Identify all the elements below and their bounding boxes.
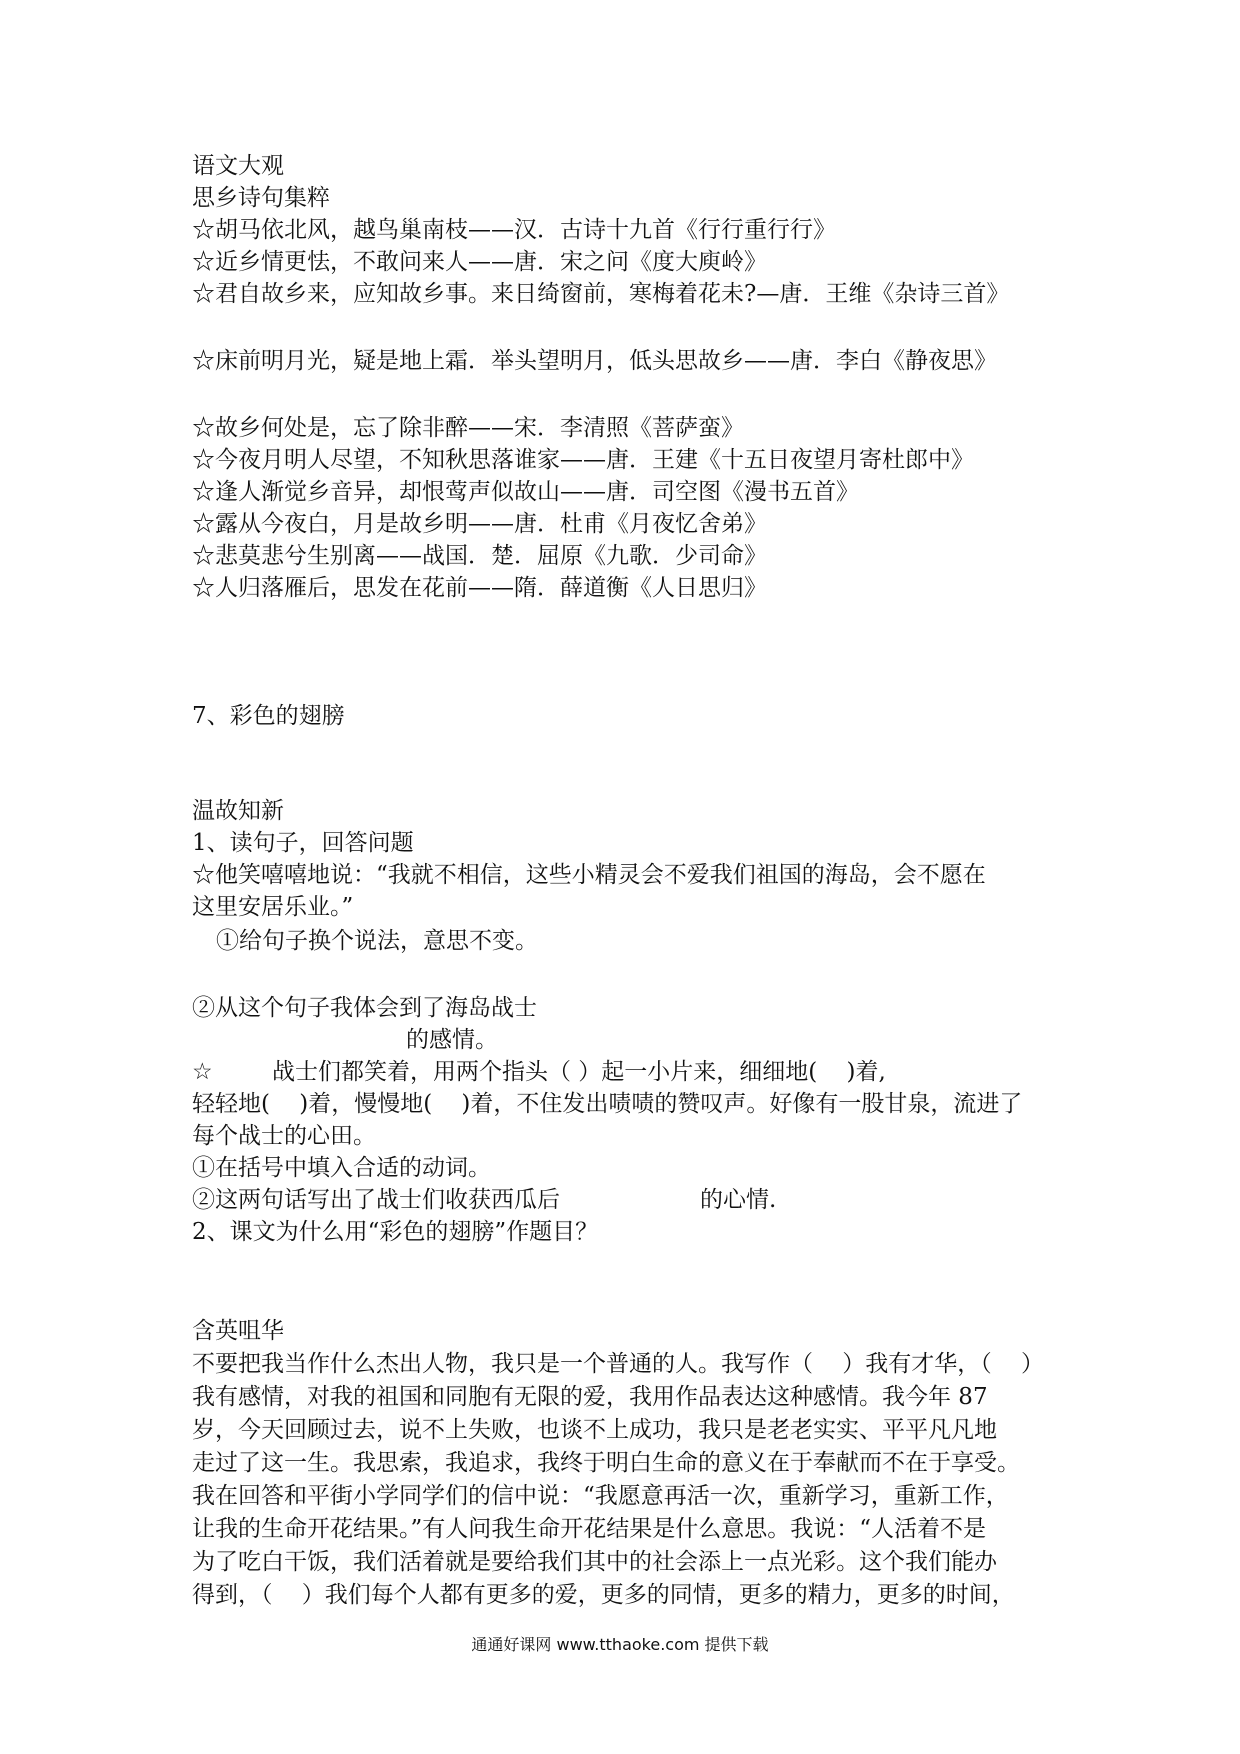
poem-line: ☆露从今夜白，月是故乡明——唐．杜甫《月夜忆舍弟》	[192, 511, 767, 537]
sentence-line: 轻轻地( )着，慢慢地( )着，不住发出啧啧的赞叹声。好像有一股甘泉，流进了	[192, 1091, 1023, 1117]
lesson-title: 7、彩色的翅膀	[192, 703, 345, 729]
sentence-line: 战士们都笑着，用两个指头（ ）起一小片来，细细地( )着,	[272, 1059, 886, 1085]
poem-line: ☆君自故乡来，应知故乡事。来日绮窗前，寒梅着花未?—唐．王维《杂诗三首》	[192, 281, 1010, 307]
poem-line: ☆逢人渐觉乡音异，却恨莺声似故山——唐．司空图《漫书五首》	[192, 479, 859, 505]
task-4: ②这两句话写出了战士们收获西瓜后	[192, 1187, 560, 1213]
reading-line: 岁，今天回顾过去，说不上失败，也谈不上成功，我只是老老实实、平平凡凡地	[192, 1417, 997, 1443]
poem-line: ☆悲莫悲兮生别离——战国．楚．屈原《九歌．少司命》	[192, 543, 767, 569]
review-heading: 温故知新	[192, 798, 284, 824]
poem-line: ☆床前明月光，疑是地上霜．举头望明月，低头思故乡——唐．李白《静夜思》	[192, 348, 997, 374]
task-2-continuation: 的感情。	[406, 1027, 498, 1053]
sentence-line: 每个战士的心田。	[192, 1123, 376, 1149]
poem-line: ☆胡马依北风，越鸟巢南枝——汉．古诗十九首《行行重行行》	[192, 217, 836, 243]
reading-line: 不要把我当作什么杰出人物，我只是一个普通的人。我写作（ ）我有才华，（ ）	[192, 1351, 1044, 1377]
reading-line: 我有感情，对我的祖国和同胞有无限的爱，我用作品表达这种感情。我今年 87	[192, 1384, 988, 1410]
question-2: 2、课文为什么用“彩色的翅膀”作题目？	[192, 1219, 599, 1245]
reading-line: 走过了这一生。我思索，我追求，我终于明白生命的意义在于奉献而不在于享受。	[192, 1450, 1020, 1476]
task-3: ①在括号中填入合适的动词。	[192, 1155, 491, 1181]
poem-line: ☆人归落雁后，思发在花前——隋．薛道衡《人日思归》	[192, 575, 767, 601]
footer-credit: 通通好课网 www.tthaoke.com 提供下载	[471, 1635, 769, 1654]
quote-line: ☆他笑嘻嘻地说：“我就不相信，这些小精灵会不爱我们祖国的海岛，会不愿在	[192, 862, 986, 888]
quote-line: 这里安居乐业。”	[192, 894, 354, 920]
reading-line: 为了吃白干饭，我们活着就是要给我们其中的社会添上一点光彩。这个我们能办	[192, 1549, 997, 1575]
poem-line: ☆近乡情更怯，不敢问来人——唐．宋之问《度大庾岭》	[192, 249, 767, 275]
task-2: ②从这个句子我体会到了海岛战士	[192, 995, 537, 1021]
reading-line: 得到，（ ）我们每个人都有更多的爱，更多的同情，更多的精力，更多的时间，	[192, 1582, 1015, 1608]
question-1: 1、读句子，回答问题	[192, 830, 414, 856]
star-marker: ☆	[192, 1059, 213, 1085]
reading-line: 我在回答和平街小学同学们的信中说：“我愿意再活一次，重新学习，重新工作，	[192, 1483, 1009, 1509]
poem-line: ☆故乡何处是，忘了除非醉——宋．李清照《菩萨蛮》	[192, 415, 744, 441]
reading-line: 让我的生命开花结果。”有人问我生命开花结果是什么意思。我说：“人活着不是	[192, 1516, 987, 1542]
task-1: ①给句子换个说法，意思不变。	[216, 928, 538, 954]
section-subtitle: 思乡诗句集粹	[192, 185, 330, 211]
poem-line: ☆今夜月明人尽望，不知秋思落谁家——唐．王建《十五日夜望月寄杜郎中》	[192, 447, 974, 473]
task-4-end: 的心情.	[700, 1187, 777, 1213]
section-title: 语文大观	[192, 153, 284, 179]
reading-heading: 含英咀华	[192, 1318, 284, 1344]
